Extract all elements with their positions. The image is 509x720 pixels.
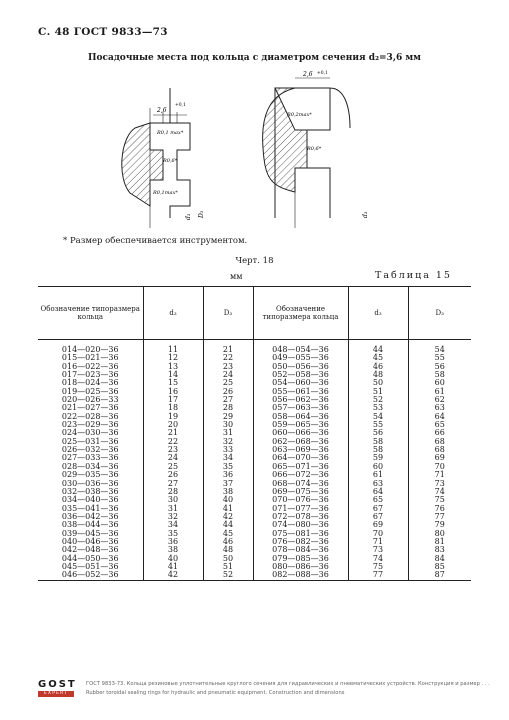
table-cell: 071—077—36: [253, 505, 348, 513]
table-cell: 17: [143, 396, 203, 404]
table-cell: 015—021—36: [61, 353, 119, 363]
table-cell: 65: [348, 496, 408, 504]
table-cell: 33: [203, 446, 253, 454]
table-cell: 054—060—36: [253, 379, 348, 387]
table-cell: 075—081—36: [253, 530, 348, 538]
table-cell: 26: [203, 388, 253, 396]
table-cell: 22: [203, 354, 253, 362]
table-body: [38, 340, 471, 581]
table-cell: 71: [408, 471, 471, 479]
table-cell: 023—029—36: [61, 420, 119, 430]
table-cell: 27: [203, 396, 253, 404]
table-cell: 77: [408, 513, 471, 521]
table-cell: 42: [203, 513, 253, 521]
left-r2-label: R0,6*: [163, 158, 178, 164]
table-cell: 070—076—36: [253, 496, 348, 504]
table-cell: 060—066—36: [253, 429, 348, 437]
table-cell: 36: [203, 471, 253, 479]
table-cell: 036—042—36: [61, 511, 119, 521]
table-cell: 75: [408, 496, 471, 504]
table-cell: 28: [143, 488, 203, 496]
table-cell: 034—040—36: [61, 495, 119, 505]
left-D3-label: D₃: [198, 210, 205, 218]
table-cell: 41: [203, 505, 253, 513]
table-cell: 63: [348, 480, 408, 488]
table-cell: 16: [143, 388, 203, 396]
table-cell: 81: [408, 538, 471, 546]
table-cell: 080—086—36: [253, 563, 348, 571]
table-cell: 062—068—36: [253, 438, 348, 446]
table-cell: 56: [408, 363, 471, 371]
table-cell: 21: [143, 429, 203, 437]
table-cell: 026—032—36: [61, 445, 119, 455]
table-cell: 70: [408, 463, 471, 471]
table-cell: 20: [143, 421, 203, 429]
right-section: [263, 70, 369, 228]
right-r2-label: R0,6*: [307, 146, 322, 152]
table-cell: 027—033—36: [61, 453, 119, 463]
col-header: D₃: [203, 287, 253, 340]
table-cell: 048—054—36: [253, 340, 348, 355]
table-row: [38, 340, 471, 355]
table-cell: 59: [348, 454, 408, 462]
table-cell: 15: [143, 379, 203, 387]
table-cell: 79: [408, 521, 471, 529]
footer-line-en: Rubber toroidal sealing rings for hydraulic and pneumatic equipment. Construction and dimensions: [86, 690, 345, 696]
table-cell: 69: [408, 454, 471, 462]
dimensions-table: [38, 286, 471, 581]
table-cell: 68: [408, 438, 471, 446]
table-cell: 069—075—36: [253, 488, 348, 496]
table-cell: 67: [348, 505, 408, 513]
table-cell: 050—056—36: [253, 363, 348, 371]
logo-bar: EXPERT: [38, 691, 74, 697]
table-cell: 18: [143, 404, 203, 412]
table-cell: 058—064—36: [253, 413, 348, 421]
table-cell: 35: [203, 463, 253, 471]
table-cell: 079—085—36: [253, 555, 348, 563]
table-cell: 60: [348, 463, 408, 471]
table-cell: 76: [408, 505, 471, 513]
table-cell: 066—072—36: [253, 471, 348, 479]
table-cell: 12: [143, 354, 203, 362]
table-cell: 25: [203, 379, 253, 387]
table-cell: 064—070—36: [253, 454, 348, 462]
table-cell: 85: [408, 563, 471, 571]
table-cell: 83: [408, 546, 471, 554]
table-cell: 016—022—36: [61, 361, 119, 371]
table-cell: 017—023—36: [61, 370, 119, 380]
table-cell: 046—052—36: [38, 571, 143, 580]
table-cell: 045—051—36: [61, 561, 119, 571]
table-cell: 30: [203, 421, 253, 429]
logo-text: GOST: [38, 679, 77, 690]
table-cell: 77: [348, 571, 408, 580]
table-cell: 61: [348, 471, 408, 479]
table-caption: Таблица 15: [375, 270, 452, 281]
table-cell: 074—080—36: [253, 521, 348, 529]
table-cell: 84: [408, 555, 471, 563]
table-cell: 056—062—36: [253, 396, 348, 404]
left-tol-label: +0,1: [175, 103, 186, 108]
table-cell: 34: [203, 454, 253, 462]
table-cell: 62: [408, 396, 471, 404]
table-cell: 40: [143, 555, 203, 563]
table-cell: 049—055—36: [253, 354, 348, 362]
table-cell: 068—074—36: [253, 480, 348, 488]
table-cell: 32: [143, 513, 203, 521]
left-r1-label: R0,1 max*: [157, 130, 184, 136]
table-cell: 42: [143, 571, 203, 580]
right-d3-label: d₃: [362, 211, 369, 218]
table-cell: 035—041—36: [61, 503, 119, 513]
col-header: Обозначение типоразмера кольца: [38, 287, 143, 340]
table-cell: 23: [143, 446, 203, 454]
right-r1-label: R0,2max*: [287, 112, 312, 118]
footnote: * Размер обеспечивается инструментом.: [63, 236, 248, 246]
table-cell: 28: [203, 404, 253, 412]
table-cell: 46: [203, 538, 253, 546]
table-cell: 58: [348, 438, 408, 446]
table-cell: 057—063—36: [253, 404, 348, 412]
table-cell: 65: [408, 421, 471, 429]
table-cell: 038—044—36: [61, 520, 119, 530]
table-cell: 13: [143, 363, 203, 371]
table-cell: 018—024—36: [61, 378, 119, 388]
col-header: d₃: [143, 287, 203, 340]
table-cell: 45: [203, 530, 253, 538]
table-cell: 55: [348, 421, 408, 429]
table-cell: 74: [348, 555, 408, 563]
table-cell: 75: [348, 563, 408, 571]
table-cell: 74: [408, 488, 471, 496]
table-cell: 54: [408, 340, 471, 355]
table-cell: 55: [408, 354, 471, 362]
table-cell: 64: [348, 488, 408, 496]
table-cell: 41: [143, 563, 203, 571]
table-header-row: [38, 287, 471, 340]
table-row: [38, 571, 471, 580]
table-cell: 028—034—36: [61, 461, 119, 471]
table-cell: 44: [348, 340, 408, 355]
table-cell: 68: [408, 446, 471, 454]
table-cell: 14: [143, 371, 203, 379]
table-cell: 078—084—36: [253, 546, 348, 554]
table-cell: 46: [348, 363, 408, 371]
section-title: Посадочные места под кольца с диаметром сечения d₂=3,6 мм: [88, 53, 421, 63]
table-cell: 71: [348, 538, 408, 546]
table-cell: 022—028—36: [61, 411, 119, 421]
table-cell: 044—050—36: [61, 553, 119, 563]
table-cell: 052—058—36: [253, 371, 348, 379]
table-cell: 67: [348, 513, 408, 521]
right-width-label: 2,6: [303, 71, 313, 78]
table-cell: 80: [408, 530, 471, 538]
table-cell: 014—020—36: [61, 345, 119, 354]
table-cell: 35: [143, 530, 203, 538]
table-cell: 63: [408, 404, 471, 412]
figure-caption: Черт. 18: [235, 256, 274, 266]
table-cell: 26: [143, 471, 203, 479]
left-section: [122, 88, 205, 228]
table-cell: 25: [143, 463, 203, 471]
table-cell: 56: [348, 429, 408, 437]
table-cell: 61: [408, 388, 471, 396]
table-cell: 40: [203, 496, 253, 504]
footer-line-ru: ГОСТ 9833-73. Кольца резиновые уплотнительные круглого сечения для гидравлических и пневматических устройств. Конструкция и размер . . .: [86, 681, 490, 687]
table-cell: 54: [348, 413, 408, 421]
table-cell: 32: [203, 438, 253, 446]
gost-expert-logo: [38, 679, 77, 697]
table-cell: 27: [143, 480, 203, 488]
right-tol-label: +0,1: [317, 71, 328, 76]
table-cell: 032—038—36: [61, 486, 119, 496]
table-cell: 73: [408, 480, 471, 488]
table-cell: 29: [203, 413, 253, 421]
table-cell: 45: [348, 354, 408, 362]
table-cell: 64: [408, 413, 471, 421]
table-cell: 37: [203, 480, 253, 488]
table-cell: 30: [143, 496, 203, 504]
table-cell: 38: [203, 488, 253, 496]
table-cell: 50: [348, 379, 408, 387]
table-cell: 38: [143, 546, 203, 554]
table-cell: 58: [348, 446, 408, 454]
table-cell: 48: [348, 371, 408, 379]
table-cell: 040—046—36: [61, 536, 119, 546]
table-cell: 11: [143, 340, 203, 355]
table-cell: 51: [348, 388, 408, 396]
left-r3-label: R0,1max*: [153, 190, 178, 196]
table-cell: 51: [203, 563, 253, 571]
table-cell: 44: [203, 521, 253, 529]
table-cell: 21: [203, 340, 253, 355]
table-cell: 36: [143, 538, 203, 546]
table-cell: 020—026—33: [61, 395, 119, 405]
table-cell: 48: [203, 546, 253, 554]
table-cell: 60: [408, 379, 471, 387]
table-cell: 039—045—36: [61, 528, 119, 538]
table-cell: 025—031—36: [61, 436, 119, 446]
table-cell: 87: [408, 571, 471, 580]
col-header: Обозначение типоразмера кольца: [253, 287, 348, 340]
table-cell: 52: [348, 396, 408, 404]
table-cell: 076—082—36: [253, 538, 348, 546]
table-cell: 31: [203, 429, 253, 437]
table-cell: 69: [348, 521, 408, 529]
table-cell: 50: [203, 555, 253, 563]
table-cell: 24: [143, 454, 203, 462]
table-cell: 58: [408, 371, 471, 379]
technical-drawing: [95, 68, 385, 233]
table-cell: 072—078—36: [253, 513, 348, 521]
table-cell: 22: [143, 438, 203, 446]
table-cell: 73: [348, 546, 408, 554]
table-cell: 19: [143, 413, 203, 421]
col-header: D₃: [408, 287, 471, 340]
table-cell: 024—030—36: [61, 428, 119, 438]
left-width-label: 2,6: [157, 107, 167, 114]
table-cell: 53: [348, 404, 408, 412]
unit-label: мм: [230, 272, 243, 281]
table-cell: 24: [203, 371, 253, 379]
table-cell: 34: [143, 521, 203, 529]
table-cell: 23: [203, 363, 253, 371]
table-cell: 029—035—36: [61, 470, 119, 480]
table-cell: 059—065—36: [253, 421, 348, 429]
table-cell: 52: [203, 571, 253, 580]
table-cell: 021—027—36: [61, 403, 119, 413]
table-cell: 70: [348, 530, 408, 538]
table-cell: 055—061—36: [253, 388, 348, 396]
table-cell: 31: [143, 505, 203, 513]
table-cell: 66: [408, 429, 471, 437]
table-cell: 042—048—36: [61, 545, 119, 555]
left-d3-label: d₃: [185, 213, 192, 220]
table-cell: 063—069—36: [253, 446, 348, 454]
footer: [38, 680, 498, 702]
table-cell: 082—088—36: [253, 571, 348, 580]
table-cell: 065—071—36: [253, 463, 348, 471]
table-cell: 030—036—36: [61, 478, 119, 488]
col-header: d₃: [348, 287, 408, 340]
page-header: С. 48 ГОСТ 9833—73: [38, 26, 168, 38]
table-cell: 019—025—36: [61, 386, 119, 396]
